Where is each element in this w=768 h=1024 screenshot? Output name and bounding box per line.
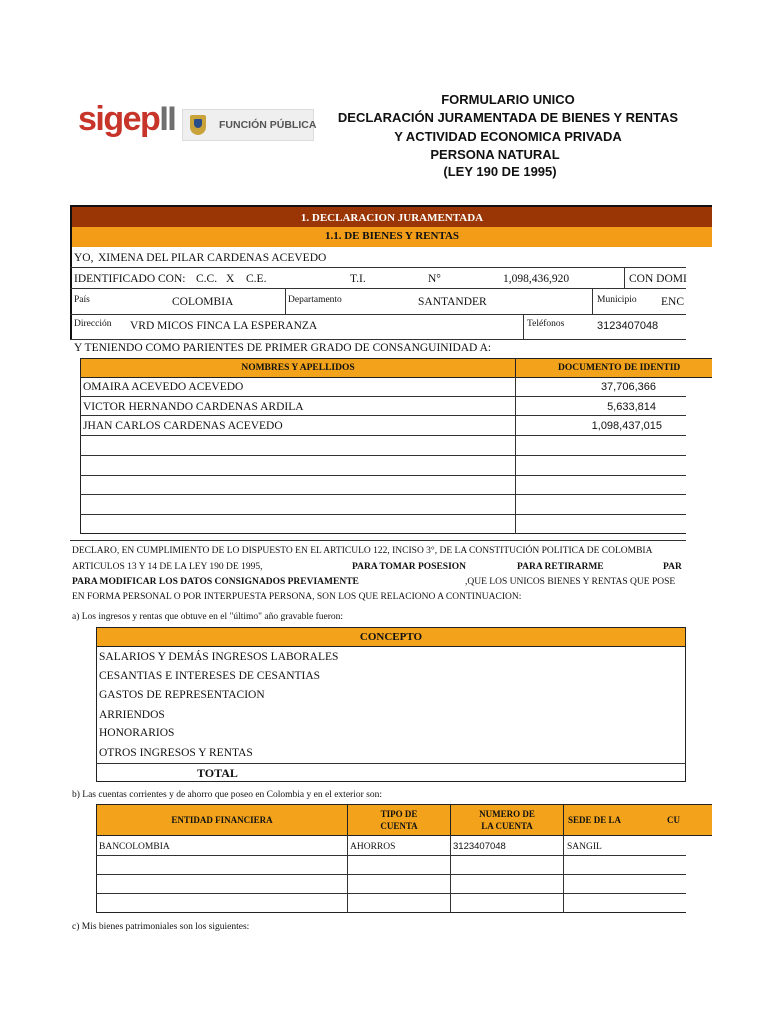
- relative-name: OMAIRA ACEVEDO ACEVEDO: [83, 381, 244, 393]
- income-item: OTROS INGRESOS Y RENTAS: [99, 747, 253, 759]
- cc-label: C.C.: [196, 273, 218, 285]
- relatives-col-name: NOMBRES Y APELLIDOS: [80, 358, 516, 378]
- relative-name: JHAN CARLOS CARDENAS ACEVEDO: [83, 420, 283, 432]
- declaration-line-4: EN FORMA PERSONAL O POR INTERPUESTA PERSONA, SON LOS QUE RELACIONO A CONTINUACION:: [72, 592, 522, 602]
- phone-label: Teléfonos: [527, 319, 565, 329]
- department-label: Departamento: [288, 295, 342, 305]
- income-question: a) Los ingresos y rentas que obtuve en el "último" año gravable fueron:: [72, 612, 344, 622]
- relative-name: VICTOR HERNANDO CARDENAS ARDILA: [83, 401, 304, 413]
- assets-question: c) Mis bienes patrimoniales son los siguientes:: [72, 922, 250, 932]
- cc-mark: X: [226, 273, 235, 285]
- account-entity: BANCOLOMBIA: [99, 842, 170, 852]
- sigep-logo: sigepII: [78, 100, 176, 138]
- accounts-question: b) Las cuentas corrientes y de ahorro que poseo en Colombia y en el exterior son:: [72, 790, 382, 800]
- income-item: ARRIENDOS: [99, 709, 165, 721]
- section-title-bar: 1. DECLARACION JURAMENTADA: [70, 205, 712, 227]
- income-table: [96, 646, 686, 782]
- declaration-line-2a: ARTICULOS 13 Y 14 DE LA LEY 190 DE 1995,: [72, 562, 263, 572]
- income-item: GASTOS DE REPRESENTACION: [99, 689, 265, 701]
- coat-of-arms-icon: [190, 115, 206, 135]
- accounts-col-type: TIPO DE CUENTA: [347, 804, 451, 836]
- option-retirarme: PARA RETIRARME: [517, 562, 604, 572]
- title-line-5: (LEY 190 DE 1995): [443, 164, 557, 179]
- relatives-intro: Y TENIENDO COMO PARIENTES DE PRIMER GRADO DE CONSANGUINIDAD A:: [74, 342, 492, 354]
- yo-label: YO,: [74, 252, 94, 264]
- accounts-col-sede: SEDE DE LA CU: [563, 804, 712, 836]
- title-line-2: DECLARACIÓN JURAMENTADA DE BIENES Y RENTAS: [337, 110, 679, 125]
- option-modificar: PARA MODIFICAR LOS DATOS CONSIGNADOS PREVIAMENTE: [72, 577, 359, 587]
- relatives-col-doc: DOCUMENTO DE IDENTID: [515, 358, 712, 378]
- declarant-name: XIMENA DEL PILAR CARDENAS ACEVEDO: [98, 252, 327, 264]
- municipio-value: ENC: [661, 296, 684, 308]
- accounts-col-number: NUMERO DE LA CUENTA: [450, 804, 564, 836]
- ce-label: C.E.: [246, 273, 267, 285]
- relative-doc: 1,098,437,015: [591, 420, 662, 432]
- income-item: SALARIOS Y DEMÁS INGRESOS LABORALES: [99, 651, 339, 663]
- account-type: AHORROS: [350, 842, 396, 852]
- option-tomar-posesion: PARA TOMAR POSESION: [352, 562, 467, 572]
- account-number: 3123407048: [453, 841, 506, 852]
- option-par: PAR: [663, 562, 682, 572]
- title-line-3: Y ACTIVIDAD ECONOMICA PRIVADA: [394, 129, 622, 144]
- number-label: N°: [428, 273, 441, 285]
- account-sede: SANGIL: [567, 842, 602, 852]
- income-item: HONORARIOS: [99, 727, 175, 739]
- address-value: VRD MICOS FINCA LA ESPERANZA: [130, 320, 318, 332]
- municipio-label: Municipio: [597, 295, 637, 305]
- relative-doc: 5,633,814: [607, 401, 656, 413]
- ti-label: T.I.: [350, 273, 366, 285]
- income-item: CESANTIAS E INTERESES DE CESANTIAS: [99, 670, 321, 682]
- declaration-line-3b: ,QUE LOS UNICOS BIENES Y RENTAS QUE POSE: [465, 577, 676, 587]
- id-number: 1,098,436,920: [503, 273, 570, 285]
- department-value: SANTANDER: [418, 296, 487, 308]
- subsection-title-bar: 1.1. DE BIENES Y RENTAS: [70, 227, 712, 247]
- declaration-line-1: DECLARO, EN CUMPLIMIENTO DE LO DISPUESTO EN EL ARTICULO 122, INCISO 3°, DE LA CONSTITUCIÓN POLITICA DE COLOMBIA: [72, 546, 653, 556]
- accounts-col-entity: ENTIDAD FINANCIERA: [96, 804, 348, 836]
- domicile-label: CON DOMI: [629, 273, 687, 285]
- address-label: Dirección: [74, 319, 112, 329]
- country-value: COLOMBIA: [172, 296, 234, 308]
- relative-doc: 37,706,366: [600, 381, 656, 393]
- country-label: País: [74, 295, 90, 305]
- id-label: IDENTIFICADO CON:: [74, 273, 186, 285]
- income-total-label: TOTAL: [197, 766, 238, 780]
- title-line-4: PERSONA NATURAL: [430, 147, 560, 162]
- phone-value: 3123407048: [597, 320, 659, 332]
- income-col-concept: CONCEPTO: [96, 627, 686, 647]
- funcion-publica-logo: FUNCIÓN PÚBLICA: [182, 109, 314, 141]
- title-line-1: FORMULARIO UNICO: [441, 92, 575, 107]
